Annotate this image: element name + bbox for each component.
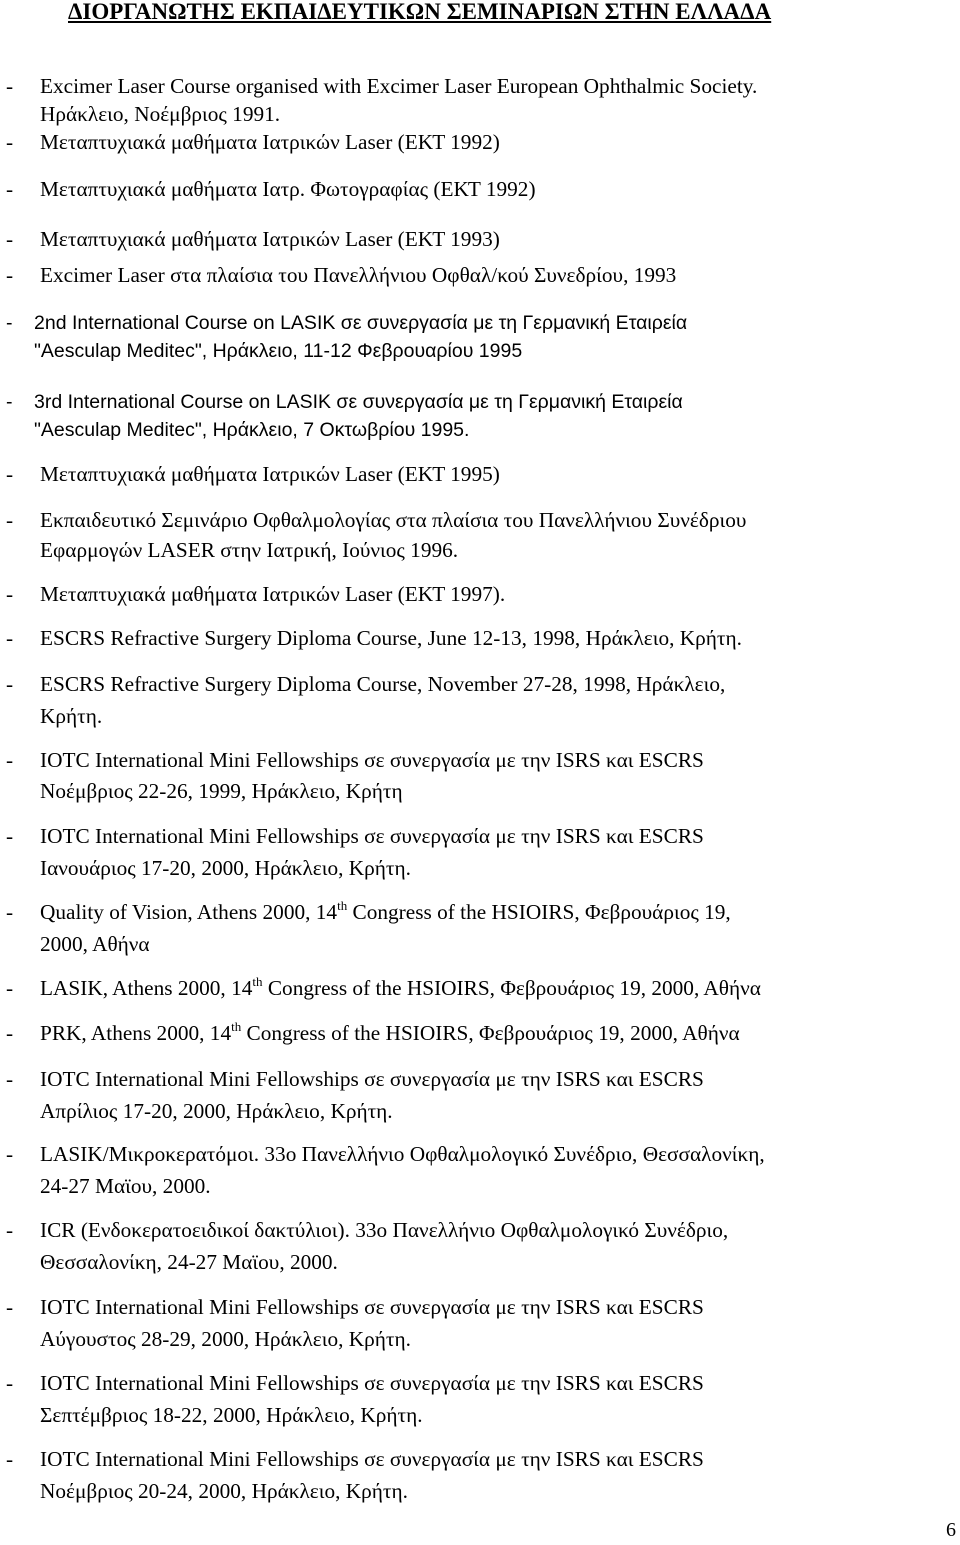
bullet-dash: - [6, 177, 14, 201]
bullet-dash: - [6, 976, 14, 1000]
list-item-text: ICR (Ενδοκερατοειδικοί δακτύλιοι). 33ο Πανελλήνιο Οφθαλμολογικό Συνέδριο, [40, 1218, 729, 1242]
list-item-text: 3rd International Course on LASIK σε συνεργασία με τη Γερμανική Εταιρεία [34, 391, 683, 413]
bullet-dash: - [6, 227, 14, 251]
list-item-text: "Aesculap Meditec", Ηράκλειο, 7 Οκτωβρίου 1995. [34, 419, 470, 441]
list-item-text: Excimer Laser στα πλαίσια του Πανελλήνιου Οφθαλ/κού Συνεδρίου, 1993 [40, 263, 677, 287]
list-item-text: Μεταπτυχιακά μαθήματα Ιατρικών Laser (ΕΚΤ 1993) [40, 227, 500, 251]
bullet-dash: - [6, 1021, 14, 1045]
list-item-text: IOTC International Mini Fellowships σε συνεργασία με την ISRS και ESCRS [40, 1371, 704, 1395]
bullet-dash: - [6, 462, 14, 486]
list-item-text: Excimer Laser Course organised with Excimer Laser European Ophthalmic Society. [40, 74, 758, 98]
list-item-text: IOTC International Mini Fellowships σε συνεργασία με την ISRS και ESCRS [40, 1067, 704, 1091]
list-item-text: Quality of Vision, Athens 2000, 14th Congress of the HSIOIRS, Φεβρουάριος 19, [40, 898, 731, 924]
bullet-dash: - [6, 130, 14, 154]
list-item-text: Μεταπτυχιακά μαθήματα Ιατρικών Laser (ΕΚΤ 1997). [40, 582, 506, 606]
bullet-dash: - [6, 672, 14, 696]
list-item-text: Απρίλιος 17-20, 2000, Ηράκλειο, Κρήτη. [40, 1099, 393, 1123]
bullet-dash: - [6, 626, 14, 650]
page-title: ΔΙΟΡΓΑΝΩΤΗΣ ΕΚΠΑΙΔΕΥΤΙΚΩΝ ΣΕΜΙΝΑΡΙΩΝ ΣΤΗΝ ΕΛΛΑΔΑ [68, 0, 772, 24]
bullet-dash: - [6, 1371, 14, 1395]
bullet-dash: - [6, 748, 14, 772]
list-item-text: IOTC International Mini Fellowships σε συνεργασία με την ISRS και ESCRS [40, 748, 704, 772]
list-item-text: Εφαρμογών LASER στην Ιατρική, Ιούνιος 1996. [40, 538, 459, 562]
list-item-text: "Aesculap Meditec", Ηράκλειο, 11-12 Φεβρουαρίου 1995 [34, 340, 523, 362]
bullet-dash: - [6, 1295, 14, 1319]
bullet-dash: - [6, 312, 13, 334]
list-item-text: IOTC International Mini Fellowships σε συνεργασία με την ISRS και ESCRS [40, 1295, 704, 1319]
bullet-dash: - [6, 391, 13, 413]
list-item-text: Ηράκλειο, Νοέμβριος 1991. [40, 102, 281, 126]
bullet-dash: - [6, 508, 14, 532]
list-item-text: 2000, Αθήνα [40, 932, 150, 956]
bullet-dash: - [6, 1142, 14, 1166]
list-item-text: ESCRS Refractive Surgery Diploma Course, November 27-28, 1998, Ηράκλειο, [40, 672, 726, 696]
bullet-dash: - [6, 1067, 14, 1091]
list-item-text: Μεταπτυχιακά μαθήματα Ιατρικών Laser (ΕΚΤ 1995) [40, 462, 500, 486]
list-item-text: LASIK, Athens 2000, 14th Congress of the HSIOIRS, Φεβρουάριος 19, 2000, Αθήνα [40, 974, 761, 1000]
bullet-dash: - [6, 1447, 14, 1471]
list-item-text: 24-27 Μαϊου, 2000. [40, 1174, 211, 1198]
list-item-text: Εκπαιδευτικό Σεμινάριο Οφθαλμολογίας στα πλαίσια του Πανελλήνιου Συνέδριου [40, 508, 747, 532]
bullet-dash: - [6, 263, 14, 287]
list-item-text: Μεταπτυχιακά μαθήματα Ιατρικών Laser (ΕΚΤ 1992) [40, 130, 500, 154]
list-item-text: Νοέμβριος 20-24, 2000, Ηράκλειο, Κρήτη. [40, 1479, 408, 1503]
list-item-text: Νοέμβριος 22-26, 1999, Ηράκλειο, Κρήτη [40, 779, 403, 803]
list-item-text: LASIK/Μικροκερατόμοι. 33ο Πανελλήνιο Οφθαλμολογικό Συνέδριο, Θεσσαλονίκη, [40, 1142, 765, 1166]
bullet-dash: - [6, 1218, 14, 1242]
list-item-text: ESCRS Refractive Surgery Diploma Course, June 12-13, 1998, Ηράκλειο, Κρήτη. [40, 626, 742, 650]
list-item-text: 2nd International Course on LASIK σε συνεργασία με τη Γερμανική Εταιρεία [34, 312, 688, 334]
list-item-text: Μεταπτυχιακά μαθήματα Ιατρ. Φωτογραφίας (ΕΚΤ 1992) [40, 177, 536, 201]
list-item-text: Ιανουάριος 17-20, 2000, Ηράκλειο, Κρήτη. [40, 856, 411, 880]
bullet-dash: - [6, 900, 14, 924]
bullet-dash: - [6, 824, 14, 848]
bullet-dash: - [6, 74, 14, 98]
list-item-text: Αύγουστος 28-29, 2000, Ηράκλειο, Κρήτη. [40, 1327, 411, 1351]
list-item-text: Κρήτη. [40, 704, 103, 728]
bullet-dash: - [6, 582, 14, 606]
list-item-text: PRK, Athens 2000, 14th Congress of the HSIOIRS, Φεβρουάριος 19, 2000, Αθήνα [40, 1019, 740, 1045]
list-item-text: Θεσσαλονίκη, 24-27 Μαϊου, 2000. [40, 1250, 338, 1274]
list-item-text: Σεπτέμβριος 18-22, 2000, Ηράκλειο, Κρήτη. [40, 1403, 423, 1427]
list-item-text: IOTC International Mini Fellowships σε συνεργασία με την ISRS και ESCRS [40, 824, 704, 848]
list-item-text: IOTC International Mini Fellowships σε συνεργασία με την ISRS και ESCRS [40, 1447, 704, 1471]
page-number: 6 [946, 1519, 956, 1541]
